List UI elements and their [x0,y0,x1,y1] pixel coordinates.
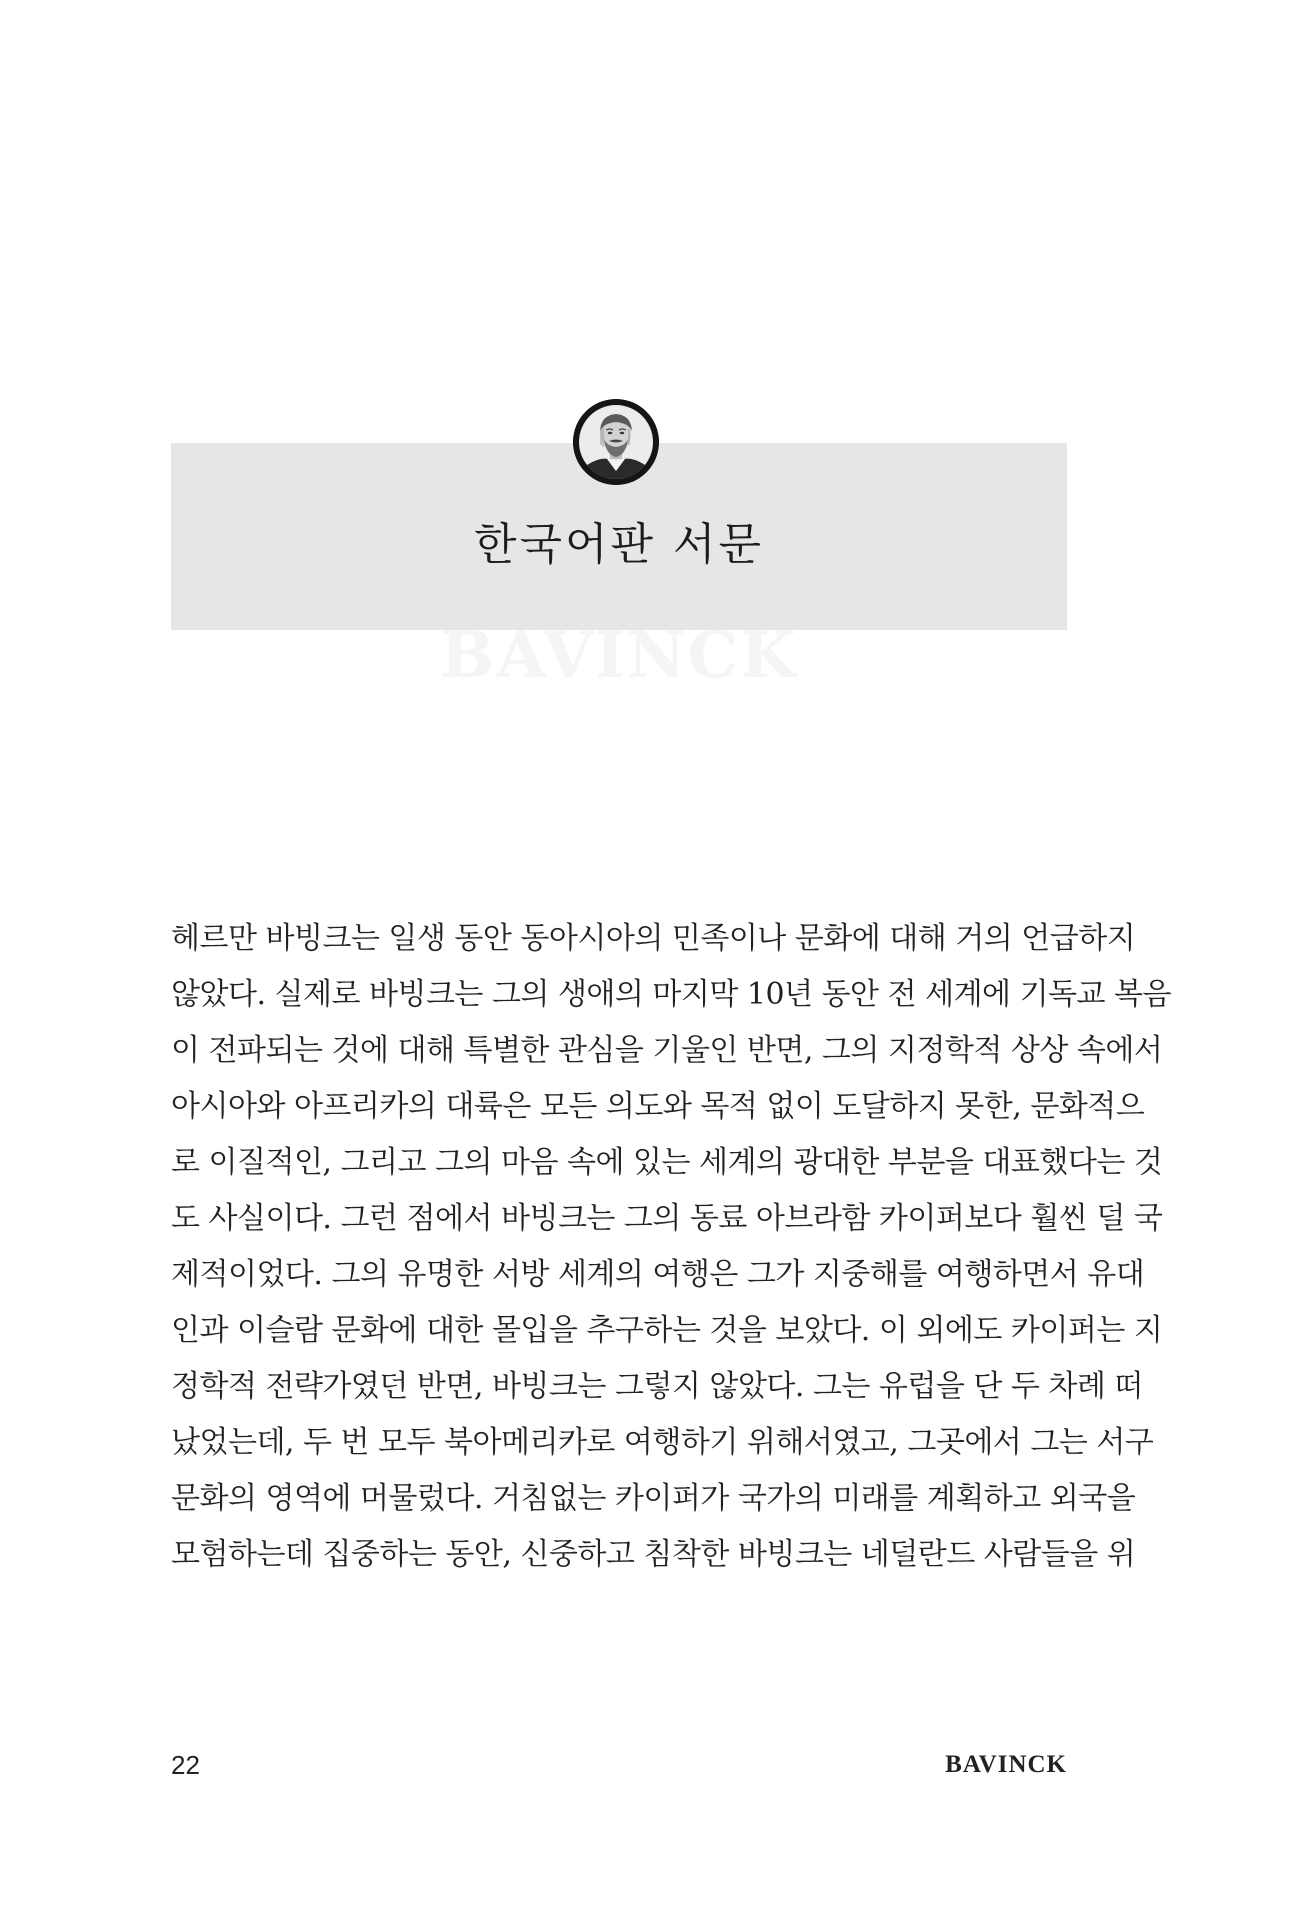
body-paragraph [171,907,1172,1579]
author-portrait-image [573,399,659,485]
body-line: 정학적 전략가였던 반면, 바빙크는 그렇지 않았다. 그는 유럽을 단 두 차례 떠 [171,1369,1143,1404]
body-line: 않았다. 실제로 바빙크는 그의 생애의 마지막 10년 동안 전 세계에 기독교 복음 [171,977,1172,1012]
watermark-text: BAVINCK [440,618,798,693]
body-line: 문화의 영역에 머물렀다. 거침없는 카이퍼가 국가의 미래를 계획하고 외국을 [171,1481,1136,1516]
running-head: BAVINCK [945,1751,1067,1778]
body-line: 제적이었다. 그의 유명한 서방 세계의 여행은 그가 지중해를 여행하면서 유대 [171,1257,1145,1292]
body-line: 이 전파되는 것에 대해 특별한 관심을 기울인 반면, 그의 지정학적 상상 속에서 [171,1033,1163,1068]
body-line: 모험하는데 집중하는 동안, 신중하고 침착한 바빙크는 네덜란드 사람들을 위 [171,1537,1136,1572]
page-number: 22 [171,1750,200,1780]
portrait-engraving [573,399,659,485]
body-line: 났었는데, 두 번 모두 북아메리카로 여행하기 위해서였고, 그곳에서 그는 서구 [171,1425,1154,1460]
body-line: 헤르만 바빙크는 일생 동안 동아시아의 민족이나 문화에 대해 거의 언급하지 [171,921,1136,956]
body-line: 로 이질적인, 그리고 그의 마음 속에 있는 세계의 광대한 부분을 대표했다는 것 [171,1145,1163,1180]
chapter-title: 한국어판 서문 [473,519,764,570]
body-line: 아시아와 아프리카의 대륙은 모든 의도와 목적 없이 도달하지 못한, 문화적으 [171,1089,1145,1124]
body-line: 도 사실이다. 그런 점에서 바빙크는 그의 동료 아브라함 카이퍼보다 훨씬 덜 국 [171,1201,1163,1236]
body-line: 인과 이슬람 문화에 대한 몰입을 추구하는 것을 보았다. 이 외에도 카이퍼는 지 [171,1313,1163,1348]
